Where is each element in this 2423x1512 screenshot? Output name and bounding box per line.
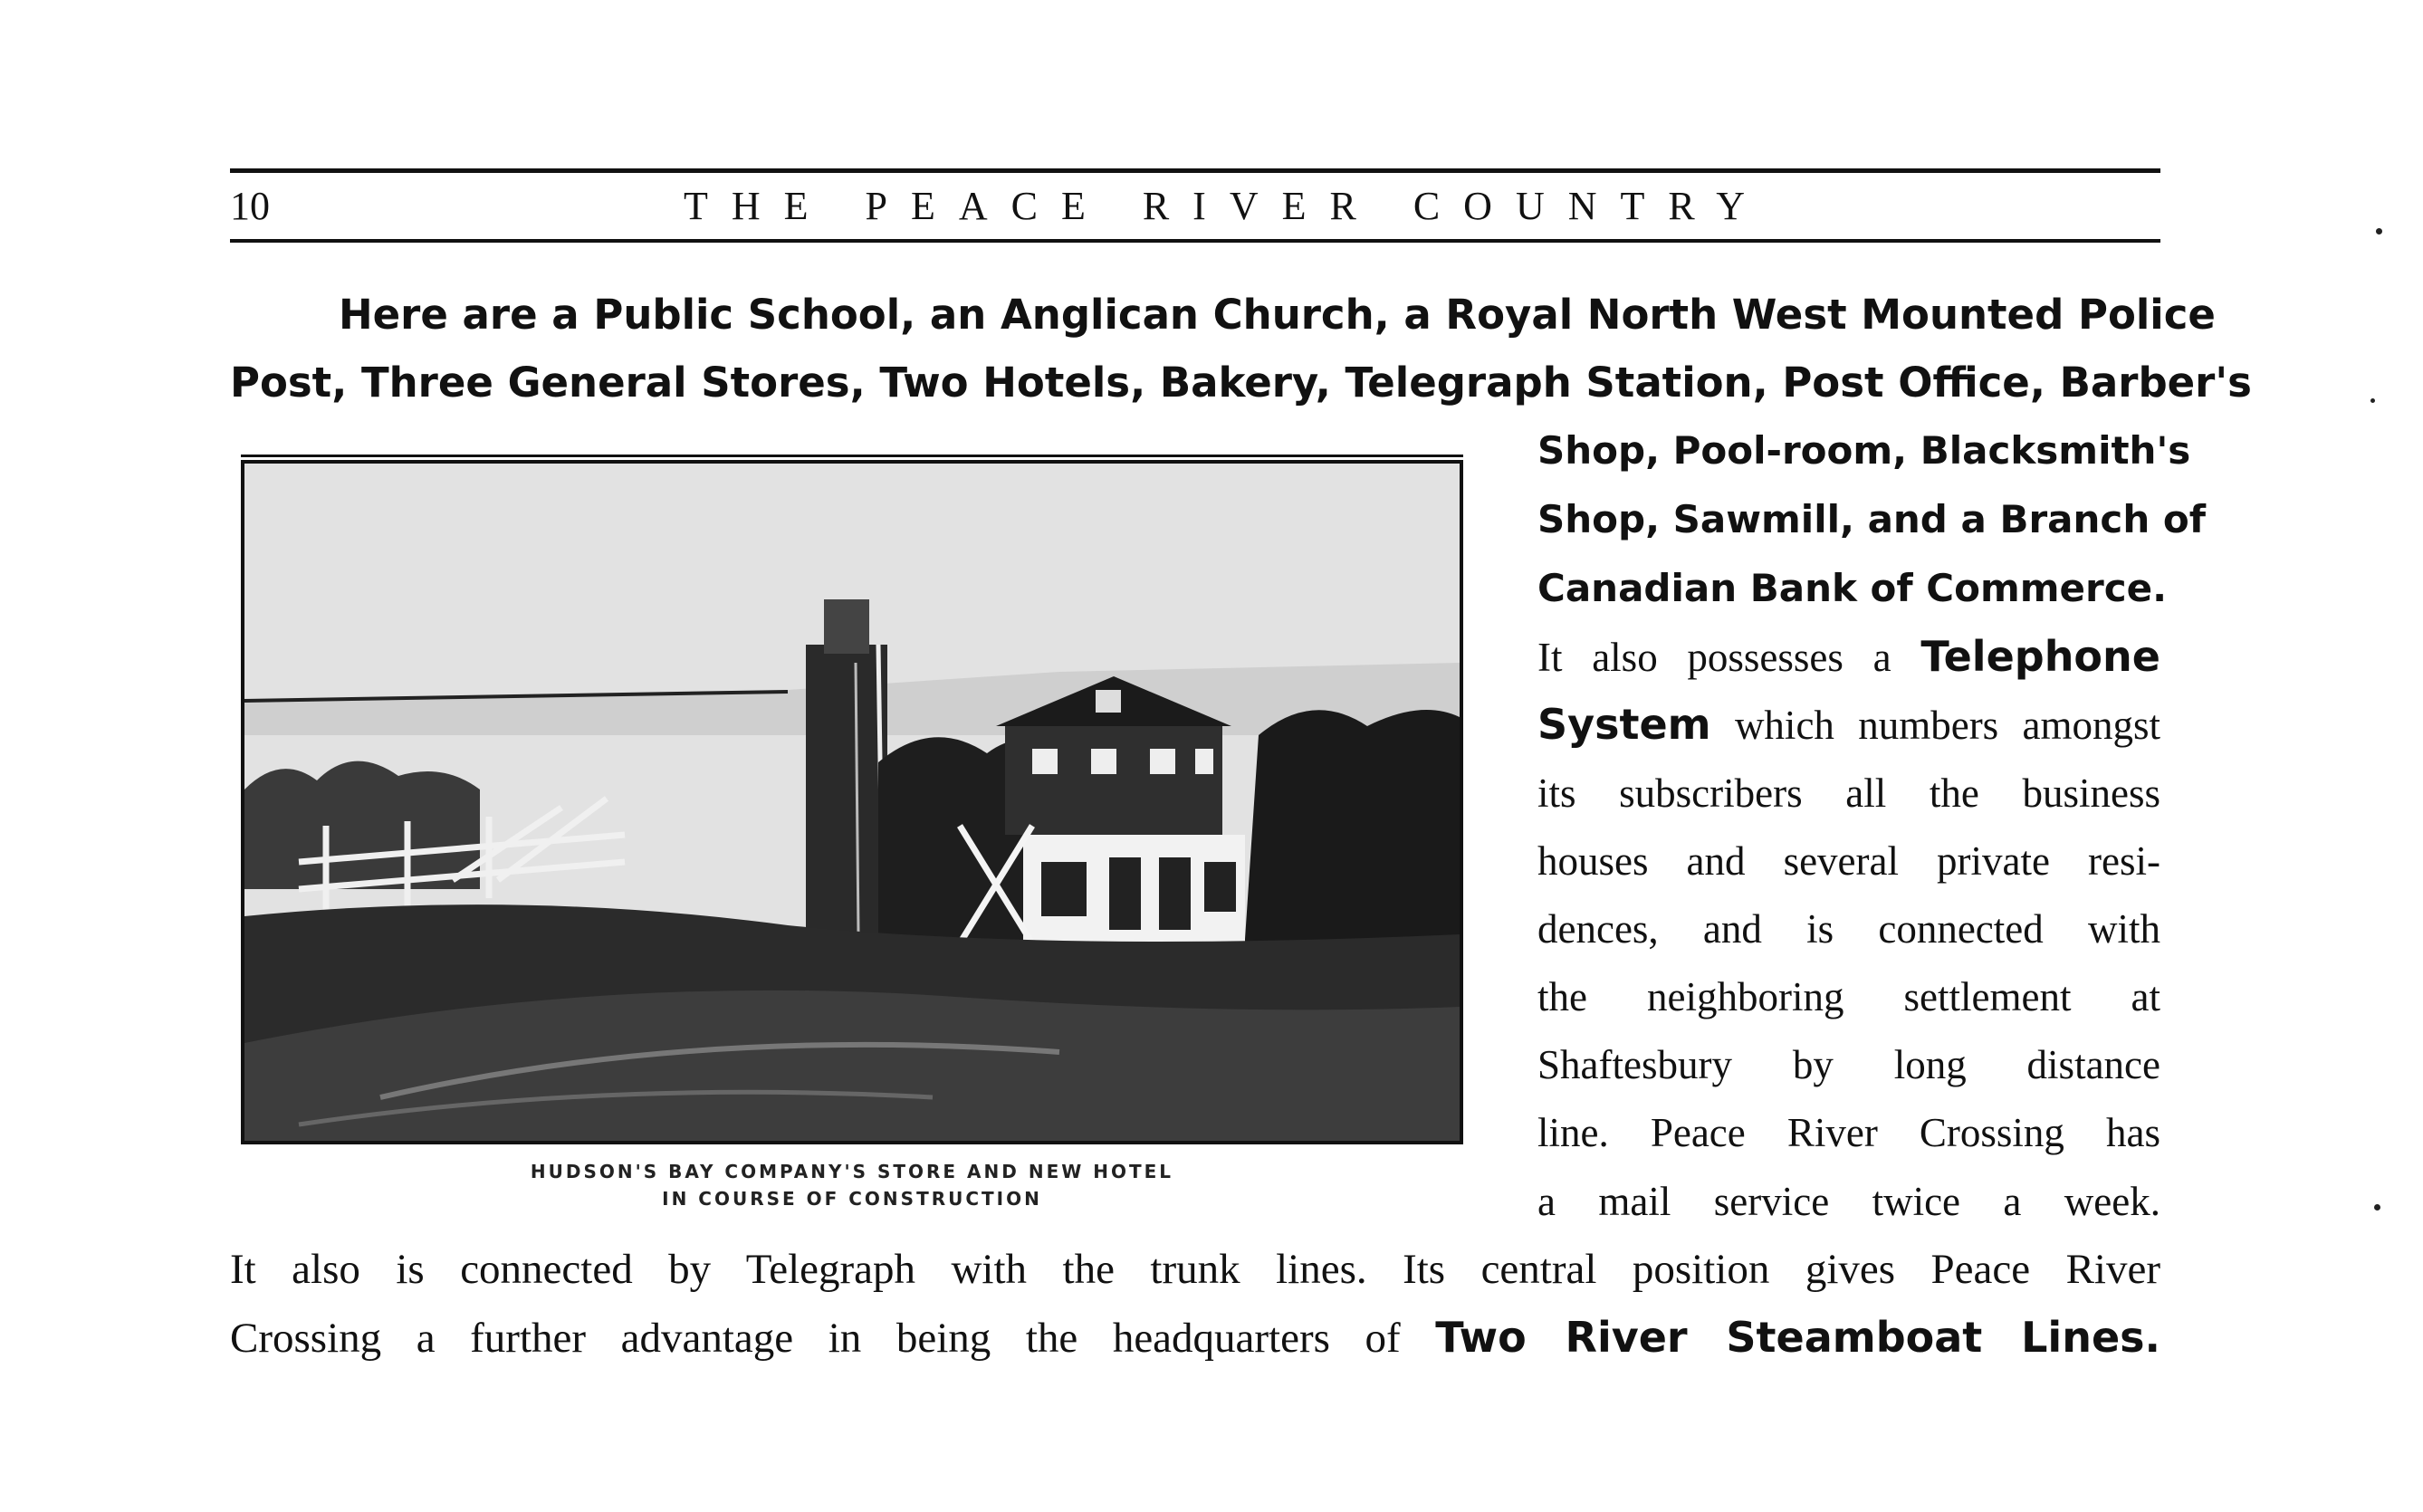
figure-caption-line-2: IN COURSE OF CONSTRUCTION: [662, 1188, 1042, 1210]
column-line-3: Canadian Bank of Commerce.: [1537, 566, 2168, 610]
telephone-emphasis: Telephone: [1920, 632, 2160, 681]
column-line-1: Shop, Pool-room, Blacksmith's: [1537, 428, 2191, 473]
text-line-4-text: Crossing a further advantage in being the headquarters of: [230, 1315, 1401, 1362]
running-header: [230, 177, 2160, 235]
column-line-12: a mail service twice a week.: [1537, 1179, 2160, 1224]
figure-top-rule: [241, 455, 1463, 457]
figure-caption-line-1: HUDSON'S BAY COMPANY'S STORE AND NEW HOTEL: [530, 1161, 1174, 1182]
column-line-11: line. Peace River Crossing has: [1537, 1110, 2160, 1155]
header-top-rule: [230, 168, 2160, 173]
margin-speck: [2374, 1204, 2380, 1211]
hudson-bay-store-photo: [241, 460, 1463, 1144]
header-bottom-rule: [230, 239, 2160, 243]
column-line-10: Shaftesbury by long distance: [1537, 1042, 2160, 1087]
column-line-5-text: which numbers amongst: [1734, 703, 2160, 748]
column-line-5: [1537, 693, 2160, 756]
text-line-2: Post, Three General Stores, Two Hotels, Bakery, Telegraph Station, Post Office, Barber's: [230, 359, 2252, 407]
page-number: 10: [230, 184, 270, 228]
text-line-1: Here are a Public School, an Anglican Church, a Royal North West Mounted Police: [339, 291, 2216, 339]
running-title: THE PEACE RIVER COUNTRY: [683, 184, 1769, 228]
steamboat-lines-emphasis: Two River Steamboat Lines.: [1435, 1313, 2160, 1362]
column-line-7: houses and several private resi-: [1537, 838, 2160, 884]
system-emphasis: System: [1537, 700, 1711, 749]
text-line-3: It also is connected by Telegraph with the trunk lines. Its central position gives Peace River: [230, 1246, 2160, 1293]
margin-speck: [2370, 398, 2375, 403]
column-line-4-text: It also possesses a: [1537, 635, 1891, 680]
column-line-6: its subscribers all the business: [1537, 770, 2160, 816]
text-line-4: [230, 1306, 2160, 1369]
margin-speck: [2376, 228, 2382, 234]
column-line-4: [1537, 625, 2160, 688]
column-line-2: Shop, Sawmill, and a Branch of: [1537, 497, 2206, 541]
column-line-9: the neighboring settlement at: [1537, 974, 2160, 1019]
column-line-8: dences, and is connected with: [1537, 906, 2160, 952]
